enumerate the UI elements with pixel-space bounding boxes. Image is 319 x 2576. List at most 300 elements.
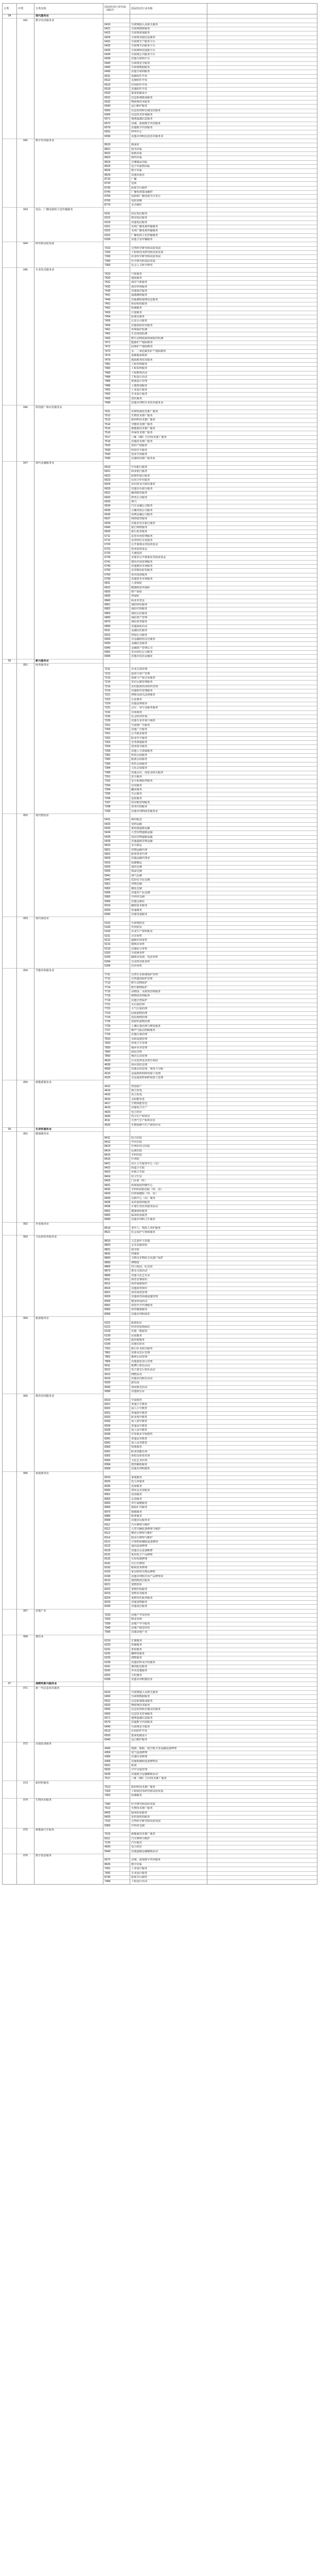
- cell-blank: [207, 431, 317, 435]
- cell-code: 7221: [103, 693, 130, 698]
- table-row: [3, 629, 317, 633]
- table-row: [3, 668, 317, 672]
- cell-code: 6911: [103, 629, 130, 633]
- cell-industry: 艺术表演场馆: [130, 1244, 207, 1248]
- cell-major: [3, 457, 17, 461]
- cell-major: [3, 676, 17, 680]
- table-row: [3, 1205, 317, 1209]
- cell-industry: 基础软件开发: [130, 74, 207, 78]
- cell-major: [3, 977, 17, 981]
- table-row: [3, 1841, 317, 1845]
- cell-blank: [207, 1768, 317, 1772]
- table-row: [3, 457, 317, 461]
- cell-major: [3, 767, 17, 771]
- cell-name: [34, 887, 103, 891]
- cell-industry: 电影和广播电视节目发行: [130, 195, 207, 199]
- cell-middle: [17, 1055, 34, 1059]
- cell-middle: [17, 79, 34, 83]
- cell-blank: [207, 1764, 317, 1768]
- cell-code: 7540: [103, 453, 130, 457]
- cell-middle: [17, 1545, 34, 1549]
- cell-code: 8414: [103, 1149, 130, 1153]
- table-row: [3, 728, 317, 732]
- cell-middle: 051: [17, 663, 34, 667]
- cell-blank: [207, 637, 317, 641]
- cell-name: [34, 427, 103, 431]
- cell-major: [3, 857, 17, 861]
- cell-major: [3, 199, 17, 203]
- cell-code: [103, 1235, 130, 1239]
- cell-name: [34, 973, 103, 977]
- cell-name: [34, 96, 103, 100]
- cell-blank: [207, 1403, 317, 1407]
- cell-code: 8341: [103, 1437, 130, 1441]
- cell-middle: [17, 930, 34, 934]
- cell-major: [3, 668, 17, 672]
- cell-name: [34, 801, 103, 805]
- cell-major: [3, 925, 17, 929]
- cell-major: [3, 48, 17, 53]
- cell-blank: [207, 754, 317, 758]
- cell-middle: [17, 263, 34, 267]
- cell-middle: [17, 805, 34, 809]
- cell-middle: [17, 1145, 34, 1149]
- cell-major: [3, 861, 17, 865]
- cell-name: [34, 1403, 103, 1407]
- table-row: [3, 706, 317, 710]
- cell-blank: [207, 758, 317, 762]
- cell-name: [34, 319, 103, 324]
- cell-code: 6851: [103, 603, 130, 607]
- cell-industry: [130, 1132, 207, 1136]
- cell-name: 新能源汽车服务: [34, 1828, 103, 1833]
- cell-industry: [130, 1686, 207, 1690]
- cell-blank: [207, 861, 317, 865]
- cell-industry: 农业科学研究和试验发展: [130, 255, 207, 259]
- cell-blank: [207, 1411, 317, 1415]
- cell-code: 6579: [103, 1721, 130, 1725]
- cell-major: [3, 375, 17, 379]
- cell-code: 5191: [103, 921, 130, 925]
- cell-middle: [17, 259, 34, 263]
- cell-major: [3, 840, 17, 844]
- cell-major: [3, 969, 17, 973]
- cell-major: [3, 1669, 17, 1673]
- cell-industry: 中医医院: [130, 1141, 207, 1145]
- cell-blank: [207, 1097, 317, 1101]
- cell-middle: [17, 607, 34, 612]
- cell-industry: 商业银行服务: [130, 470, 207, 474]
- cell-blank: [207, 156, 317, 160]
- cell-major: [3, 57, 17, 61]
- cell-industry: 其他娱乐业: [130, 1390, 207, 1394]
- cell-blank: [207, 1072, 317, 1076]
- cell-blank: [207, 1304, 317, 1308]
- cell-code: 7475: [103, 358, 130, 362]
- table-row: [3, 281, 317, 285]
- cell-major: [3, 225, 17, 229]
- table-row: [3, 1678, 317, 1682]
- cell-code: 7432: [103, 285, 130, 289]
- cell-middle: [17, 57, 34, 61]
- cell-name: [34, 186, 103, 190]
- cell-code: 7483: [103, 371, 130, 375]
- cell-middle: [17, 1841, 34, 1845]
- cell-code: 6920: [103, 637, 130, 641]
- cell-code: 7713: [103, 981, 130, 986]
- cell-name: [34, 672, 103, 676]
- cell-code: 8521: [103, 1231, 130, 1235]
- cell-name: [34, 526, 103, 530]
- cell-middle: [17, 1330, 34, 1334]
- cell-code: 6429: [103, 36, 130, 40]
- cell-middle: [17, 668, 34, 672]
- cell-name: [34, 1265, 103, 1269]
- cell-major: [3, 109, 17, 113]
- cell-middle: [17, 771, 34, 775]
- cell-major: [3, 204, 17, 208]
- cell-blank: [207, 1089, 317, 1093]
- table-row: [3, 1055, 317, 1059]
- cell-blank: [207, 1622, 317, 1626]
- cell-name: [34, 70, 103, 74]
- cell-name: [34, 1803, 103, 1807]
- cell-major: [3, 1166, 17, 1171]
- cell-industry: 其他运输代理业: [130, 857, 207, 861]
- cell-industry: 证券经纪交易服务: [130, 538, 207, 543]
- cell-major: [3, 414, 17, 418]
- cell-major: [3, 195, 17, 199]
- table-row: [3, 1536, 317, 1540]
- cell-blank: [207, 96, 317, 100]
- cell-industry: 金融信托服务: [130, 629, 207, 633]
- cell-industry: 环境卫生管理: [130, 1042, 207, 1046]
- cell-code: 8080: [103, 1514, 130, 1518]
- cell-code: 7721: [103, 1003, 130, 1007]
- cell-blank: [207, 324, 317, 328]
- cell-middle: [17, 44, 34, 48]
- cell-name: [34, 1351, 103, 1355]
- cell-industry: 电视: [130, 182, 207, 186]
- cell-industry: 三维（3D）打印技术推广服务: [130, 435, 207, 439]
- cell-major: [3, 1269, 17, 1274]
- cell-middle: [17, 1433, 34, 1437]
- table-row: [3, 1656, 317, 1660]
- table-row: [3, 1368, 317, 1372]
- cell-major: [3, 866, 17, 870]
- cell-blank: [207, 1557, 317, 1562]
- cell-name: [34, 1673, 103, 1677]
- cell-code: 6433: [103, 48, 130, 53]
- cell-major: [3, 1016, 17, 1020]
- cell-name: [34, 1463, 103, 1467]
- cell-industry: 土壤污染治理与修复服务: [130, 1024, 207, 1028]
- cell-name: [34, 1454, 103, 1459]
- cell-name: [34, 1334, 103, 1338]
- cell-industry: 摩托车修理与维护: [130, 1532, 207, 1536]
- cell-middle: [17, 1278, 34, 1282]
- cell-middle: [17, 1862, 34, 1867]
- cell-name: [34, 1123, 103, 1127]
- cell-name: [34, 642, 103, 646]
- cell-middle: [17, 388, 34, 392]
- cell-major: [3, 637, 17, 641]
- cell-middle: [17, 53, 34, 57]
- cell-blank: [207, 960, 317, 964]
- cell-major: [3, 113, 17, 117]
- cell-major: [3, 1381, 17, 1385]
- cell-major: [3, 1063, 17, 1067]
- cell-major: [3, 1433, 17, 1437]
- cell-code: 7481: [103, 362, 130, 366]
- table-row: [3, 414, 317, 418]
- table-row: [3, 779, 317, 784]
- cell-industry: 消费金融公司服务: [130, 513, 207, 517]
- table-row: [3, 809, 317, 814]
- cell-industry: 期刊出版: [130, 156, 207, 160]
- cell-middle: [17, 1007, 34, 1011]
- cell-name: [34, 565, 103, 569]
- cell-code: 8491: [103, 1209, 130, 1213]
- cell-blank: [207, 208, 317, 212]
- cell-major: [3, 1231, 17, 1235]
- cell-blank: [207, 509, 317, 513]
- cell-middle: [17, 1467, 34, 1471]
- cell-major: [3, 719, 17, 723]
- cell-code: 6299: [103, 1678, 130, 1682]
- cell-code: 7520: [103, 444, 130, 448]
- cell-industry: 汽车修理与维护: [130, 1837, 207, 1841]
- cell-middle: [17, 1347, 34, 1351]
- cell-industry: 生物技术推广服务: [130, 414, 207, 418]
- cell-middle: [17, 302, 34, 307]
- cell-blank: [207, 48, 317, 53]
- cell-major: [3, 1162, 17, 1166]
- cell-middle: [17, 620, 34, 624]
- cell-name: [34, 435, 103, 439]
- cell-code: 8020: [103, 1480, 130, 1484]
- cell-blank: [207, 1355, 317, 1360]
- cell-industry: 公开募集证券投资基金: [130, 543, 207, 547]
- table-row: [3, 345, 317, 349]
- table-row: [3, 1106, 317, 1110]
- cell-blank: [207, 165, 317, 169]
- cell-blank: [207, 341, 317, 345]
- cell-blank: [207, 1712, 317, 1716]
- cell-name: [34, 650, 103, 654]
- cell-blank: [207, 603, 317, 607]
- cell-blank: [207, 895, 317, 900]
- cell-name: [34, 1286, 103, 1291]
- cell-middle: [17, 1059, 34, 1063]
- cell-blank: [207, 1325, 317, 1329]
- cell-industry: 固体废物治理: [130, 1011, 207, 1015]
- table-row: [3, 1622, 317, 1626]
- cell-code: 5432: [103, 822, 130, 826]
- cell-middle: [17, 332, 34, 336]
- cell-name: [34, 1416, 103, 1420]
- cell-code: 6760: [103, 573, 130, 577]
- table-row: [3, 109, 317, 113]
- cell-major: [3, 341, 17, 345]
- cell-industry: 健康和意外保险: [130, 586, 207, 590]
- table-row: [3, 1785, 317, 1789]
- cell-blank: [207, 1587, 317, 1591]
- cell-industry: 人身保险: [130, 582, 207, 586]
- cell-code: [103, 1686, 130, 1690]
- cell-middle: [17, 698, 34, 702]
- cell-middle: [17, 250, 34, 255]
- cell-middle: [17, 1291, 34, 1295]
- cell-major: [3, 182, 17, 186]
- cell-middle: [17, 1493, 34, 1497]
- cell-code: 6140: [103, 1338, 130, 1342]
- cell-code: 4340: [103, 1747, 130, 1751]
- cell-name: [34, 182, 103, 186]
- cell-name: [34, 1476, 103, 1480]
- cell-code: 8999: [103, 1312, 130, 1316]
- cell-name: [34, 1648, 103, 1652]
- cell-name: [34, 290, 103, 294]
- cell-blank: [207, 233, 317, 238]
- cell-middle: [17, 1721, 34, 1725]
- cell-middle: [17, 874, 34, 878]
- cell-middle: [17, 925, 34, 929]
- cell-major: [3, 1141, 17, 1145]
- cell-name: [34, 1776, 103, 1781]
- cell-middle: [17, 1304, 34, 1308]
- table-row: [3, 1488, 317, 1493]
- cell-industry: 村卫生室: [130, 1175, 207, 1179]
- cell-middle: [17, 844, 34, 848]
- cell-middle: [17, 229, 34, 233]
- cell-major: [3, 1850, 17, 1854]
- cell-middle: [17, 1239, 34, 1243]
- cell-major: [3, 1471, 17, 1476]
- cell-name: [34, 48, 103, 53]
- cell-blank: [207, 719, 317, 723]
- cell-middle: [17, 1265, 34, 1269]
- cell-industry: 旅客票务代理: [130, 853, 207, 857]
- cell-middle: [17, 1794, 34, 1798]
- cell-blank: [207, 27, 317, 31]
- cell-blank: [207, 1858, 317, 1862]
- table-row: [3, 1519, 317, 1523]
- cell-blank: [207, 1734, 317, 1738]
- cell-code: 7222: [103, 698, 130, 702]
- cell-major: [3, 900, 17, 904]
- cell-blank: [207, 1665, 317, 1669]
- cell-industry: 快递服务: [130, 908, 207, 912]
- cell-name: [34, 1579, 103, 1583]
- cell-code: 6637: [103, 517, 130, 521]
- table-row: [3, 1450, 317, 1454]
- cell-blank: [207, 620, 317, 624]
- cell-name: [34, 1398, 103, 1402]
- cell-middle: [17, 130, 34, 134]
- cell-code: 6632: [103, 496, 130, 500]
- cell-middle: [17, 689, 34, 693]
- cell-name: [34, 925, 103, 929]
- table-row: [3, 19, 317, 23]
- table-row: [3, 693, 317, 698]
- cell-major: [3, 61, 17, 65]
- cell-blank: [207, 388, 317, 392]
- table-row: [3, 1037, 317, 1041]
- cell-code: 7724: [103, 1016, 130, 1020]
- cell-major: [3, 895, 17, 900]
- cell-blank: [207, 117, 317, 122]
- cell-major: [3, 1463, 17, 1467]
- cell-middle: [17, 272, 34, 276]
- cell-blank: [207, 1274, 317, 1278]
- cell-middle: [17, 831, 34, 835]
- table-row: [3, 70, 317, 74]
- cell-major: [3, 1652, 17, 1656]
- cell-industry: 认证认可服务: [130, 319, 207, 324]
- cell-industry: 专业设计服务: [130, 393, 207, 397]
- cell-name: [34, 633, 103, 637]
- cell-name: [34, 380, 103, 384]
- table-row: [3, 1132, 317, 1136]
- cell-blank: [207, 1149, 317, 1153]
- cell-code: 8336: [103, 1433, 130, 1437]
- cell-code: 6622: [103, 474, 130, 478]
- cell-blank: [207, 646, 317, 650]
- cell-industry: 理发及美容服务: [130, 1488, 207, 1493]
- cell-major: [3, 332, 17, 336]
- cell-code: 8392: [103, 1454, 130, 1459]
- cell-code: [103, 659, 130, 663]
- cell-industry: 大型车辆装备修理与维护: [130, 1528, 207, 1532]
- table-row: [3, 1708, 317, 1712]
- cell-blank: [207, 1682, 317, 1686]
- cell-code: 7259: [103, 728, 130, 732]
- cell-blank: [207, 672, 317, 676]
- cell-name: [34, 1850, 103, 1854]
- table-row: [3, 362, 317, 366]
- table-row: [3, 324, 317, 328]
- cell-major: [3, 1854, 17, 1858]
- cell-blank: [207, 685, 317, 689]
- cell-code: 7090: [103, 1631, 130, 1635]
- cell-major: [3, 19, 17, 23]
- cell-major: [3, 483, 17, 487]
- cell-major: [3, 1394, 17, 1398]
- table-row: [3, 538, 317, 543]
- cell-major: [3, 448, 17, 452]
- cell-major: [3, 328, 17, 332]
- cell-code: 8750: [103, 195, 130, 199]
- cell-middle: [17, 706, 34, 710]
- cell-name: [34, 1755, 103, 1759]
- cell-middle: [17, 509, 34, 513]
- table-row: [3, 582, 317, 586]
- table-row: [3, 840, 317, 844]
- cell-middle: [17, 998, 34, 1003]
- cell-code: 8413: [103, 1145, 130, 1149]
- cell-major: [3, 921, 17, 925]
- table-row: [3, 1381, 317, 1385]
- table-row: [3, 156, 317, 160]
- cell-major: [3, 134, 17, 139]
- cell-name: [34, 741, 103, 745]
- cell-code: 6711: [103, 534, 130, 538]
- cell-industry: 体育中介代理服务: [130, 1304, 207, 1308]
- cell-name: [34, 1024, 103, 1028]
- cell-blank: [207, 1759, 317, 1764]
- table-row: [3, 1394, 317, 1398]
